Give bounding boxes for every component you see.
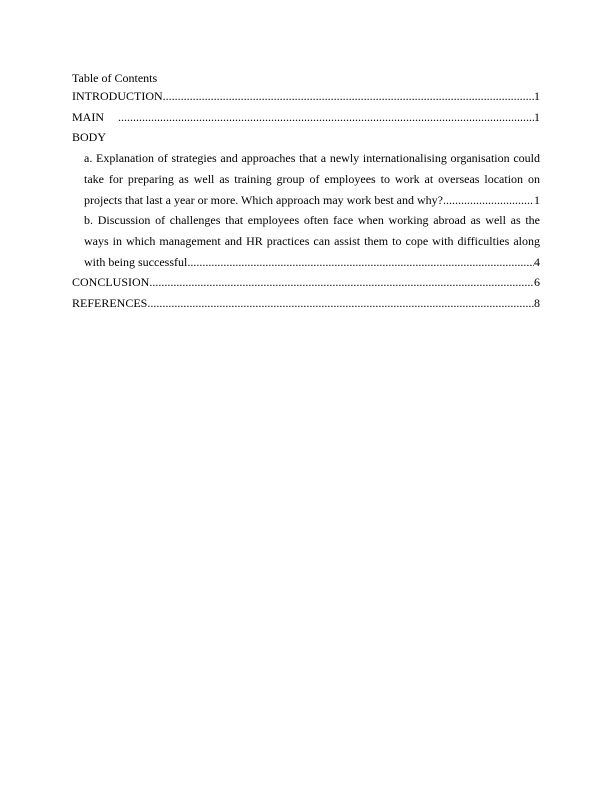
dot-leader — [187, 252, 534, 273]
toc-entry-line: take for preparing as well as training group of employees to work at overseas location on — [84, 171, 540, 186]
toc-page-number: 1 — [534, 192, 540, 207]
dot-leader — [118, 107, 534, 128]
toc-entry-references[interactable] — [72, 293, 540, 314]
dot-leader — [149, 272, 534, 293]
toc-entry-introduction[interactable] — [72, 86, 540, 107]
toc-entry-line: with being successful — [84, 254, 188, 269]
toc-entry-label: INTRODUCTION — [72, 89, 163, 103]
toc-title: Table of Contents — [72, 71, 158, 85]
toc-entry-label: REFERENCES — [72, 296, 148, 311]
table-of-contents — [72, 70, 540, 314]
toc-entry-line: projects that last a year or more. Which approach may work best and why? — [84, 192, 443, 207]
toc-entry-section-a[interactable] — [72, 148, 540, 210]
toc-page-number: 6 — [534, 275, 540, 290]
toc-entry-label: CONCLUSION — [72, 275, 150, 290]
toc-page-number: 4 — [534, 254, 540, 269]
toc-page-number: 1 — [534, 89, 540, 103]
toc-page-number: 1 — [534, 109, 540, 124]
toc-entry-last-line — [84, 190, 540, 211]
toc-page-number: 8 — [534, 296, 540, 311]
toc-entry-section-b[interactable] — [72, 210, 540, 272]
toc-entry-line: a. Explanation of strategies and approaches that a newly internationalising organisation could — [84, 151, 540, 166]
toc-entry-main-body[interactable] — [72, 107, 540, 148]
dot-leader — [147, 293, 534, 314]
toc-entry-line: b. Discussion of challenges that employees often face when working abroad as well as the — [84, 213, 540, 228]
dot-leader — [163, 86, 534, 107]
toc-entry-line: ways in which management and HR practices can assist them to cope with difficulties along — [84, 233, 540, 248]
dot-leader — [443, 190, 534, 211]
toc-entry-conclusion[interactable] — [72, 272, 540, 293]
toc-entry-label: MAIN BODY — [72, 109, 107, 145]
toc-entry-last-line — [84, 252, 540, 273]
